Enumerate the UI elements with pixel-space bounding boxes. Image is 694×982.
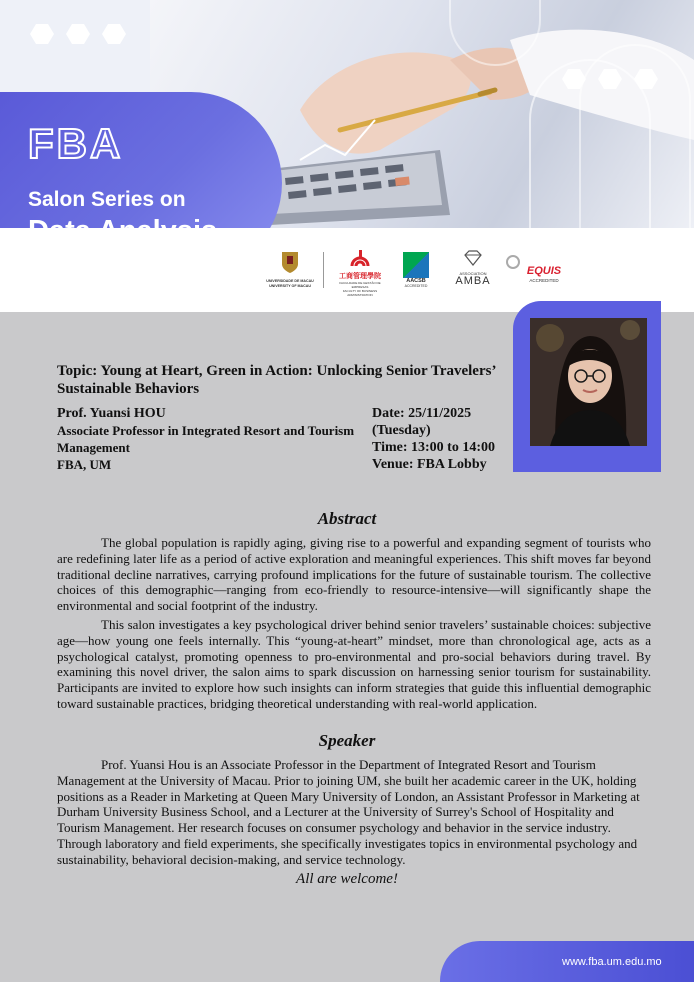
- abstract-paragraph-2: This salon investigates a key psychological driver behind senior travelers’ sustainable choices: subjective age—how young one feels internally. This “young-at-heart” mindset, more than chronological age, acts as a psychological catalyst, promoting openness to pro-environmental and pro-social behaviors during travel. By examining this novel driver, the salon aims to spark discussion on harnessing senior tourism for sustainability. Participants are invited to explore how such insights can inform strategies that guide this influential demographic toward sustainable practices, bridging theoretical understanding with real-world application.: [57, 617, 651, 711]
- website-link[interactable]: www.fba.um.edu.mo: [562, 956, 662, 968]
- closing-note: All are welcome!: [296, 871, 398, 887]
- aacsb-logo: AACSB ACCREDITED: [398, 252, 434, 288]
- speaker-bio: Prof. Yuansi Hou is an Associate Professor in the Department of Integrated Resort and Tourism Management at the University of Macau. Prior to joining UM, she built her academic career in the UK, holding positions as a Reader in Marketing at Queen Mary University of London, an Assistant Professor in Marketing at Durham University Business School, and a Lecturer at the University of Surrey's School of Hospitality and Tourism Management. Her research focuses on consumer psychology and behavior in the service industry. Through laboratory and field experiments, she specifically investigates topics in environmental psychology and sustainability, behavioral decision-making, and service technology.: [57, 757, 640, 867]
- event-date: Date: 25/11/2025: [372, 406, 472, 421]
- series-title-line1: Salon Series on: [28, 188, 186, 211]
- hexagon-decoration: [30, 24, 54, 44]
- abstract-paragraph-1: The global population is rapidly aging, giving rise to a powerful and expanding segment of tourists who are redefining later life as a period of active exploration and meaningful experiences. This shift moves far beyond traditional decline narratives, carrying profound implications for the future of sustainable tourism. The collective choices of this demographic—ranging from eco-friendly to resource-intensive—will significantly shape the environmental and social footprint of the industry.: [57, 535, 651, 614]
- speaker-title: Associate Professor in Integrated Resort and Tourism Management: [57, 423, 355, 455]
- event-details: [372, 405, 522, 473]
- event-venue: Venue: FBA Lobby: [372, 457, 487, 472]
- abstract-heading: Abstract: [317, 509, 377, 528]
- event-topic: Topic: Young at Heart, Green in Action: Unlocking Senior Travelers’ Sustainable Behaviors: [57, 363, 496, 397]
- aacsb-mark-icon: [403, 252, 429, 278]
- event-time: Time: 13:00 to 14:00: [372, 440, 495, 455]
- event-weekday: (Tuesday): [372, 423, 431, 438]
- amba-diamond-icon: [462, 250, 484, 266]
- speaker-photo: [530, 318, 647, 446]
- amba-logo: ASSOCIATION AMBA: [450, 250, 496, 287]
- um-logo: UNIVERSIDADE DE MACAU UNIVERSITY OF MACAU: [264, 250, 316, 289]
- speaker-info: [57, 405, 357, 473]
- speaker-affiliation: FBA, UM: [57, 457, 112, 472]
- speaker-name: Prof. Yuansi HOU: [57, 406, 166, 421]
- equis-swirl-icon: [505, 254, 521, 270]
- speaker-heading: Speaker: [318, 731, 376, 750]
- equis-logo: EQUIS ACCREDITED: [505, 254, 567, 283]
- logo-divider: [323, 252, 324, 288]
- hexagon-decoration: [66, 24, 90, 44]
- accreditation-logos: [0, 228, 694, 312]
- fba-mark-icon: [349, 248, 371, 268]
- speaker-portrait: [530, 318, 647, 446]
- hero-header: [0, 0, 694, 312]
- hexagon-decoration: [102, 24, 126, 44]
- fba-logo: FBA: [28, 120, 124, 167]
- fba-faculty-logo: 工商管理學院 FACULDADE DE GESTÃO DE EMPRESAS FACULTY OF BUSINESS ADMINISTRATION: [332, 248, 388, 297]
- um-crest-icon: [278, 250, 302, 274]
